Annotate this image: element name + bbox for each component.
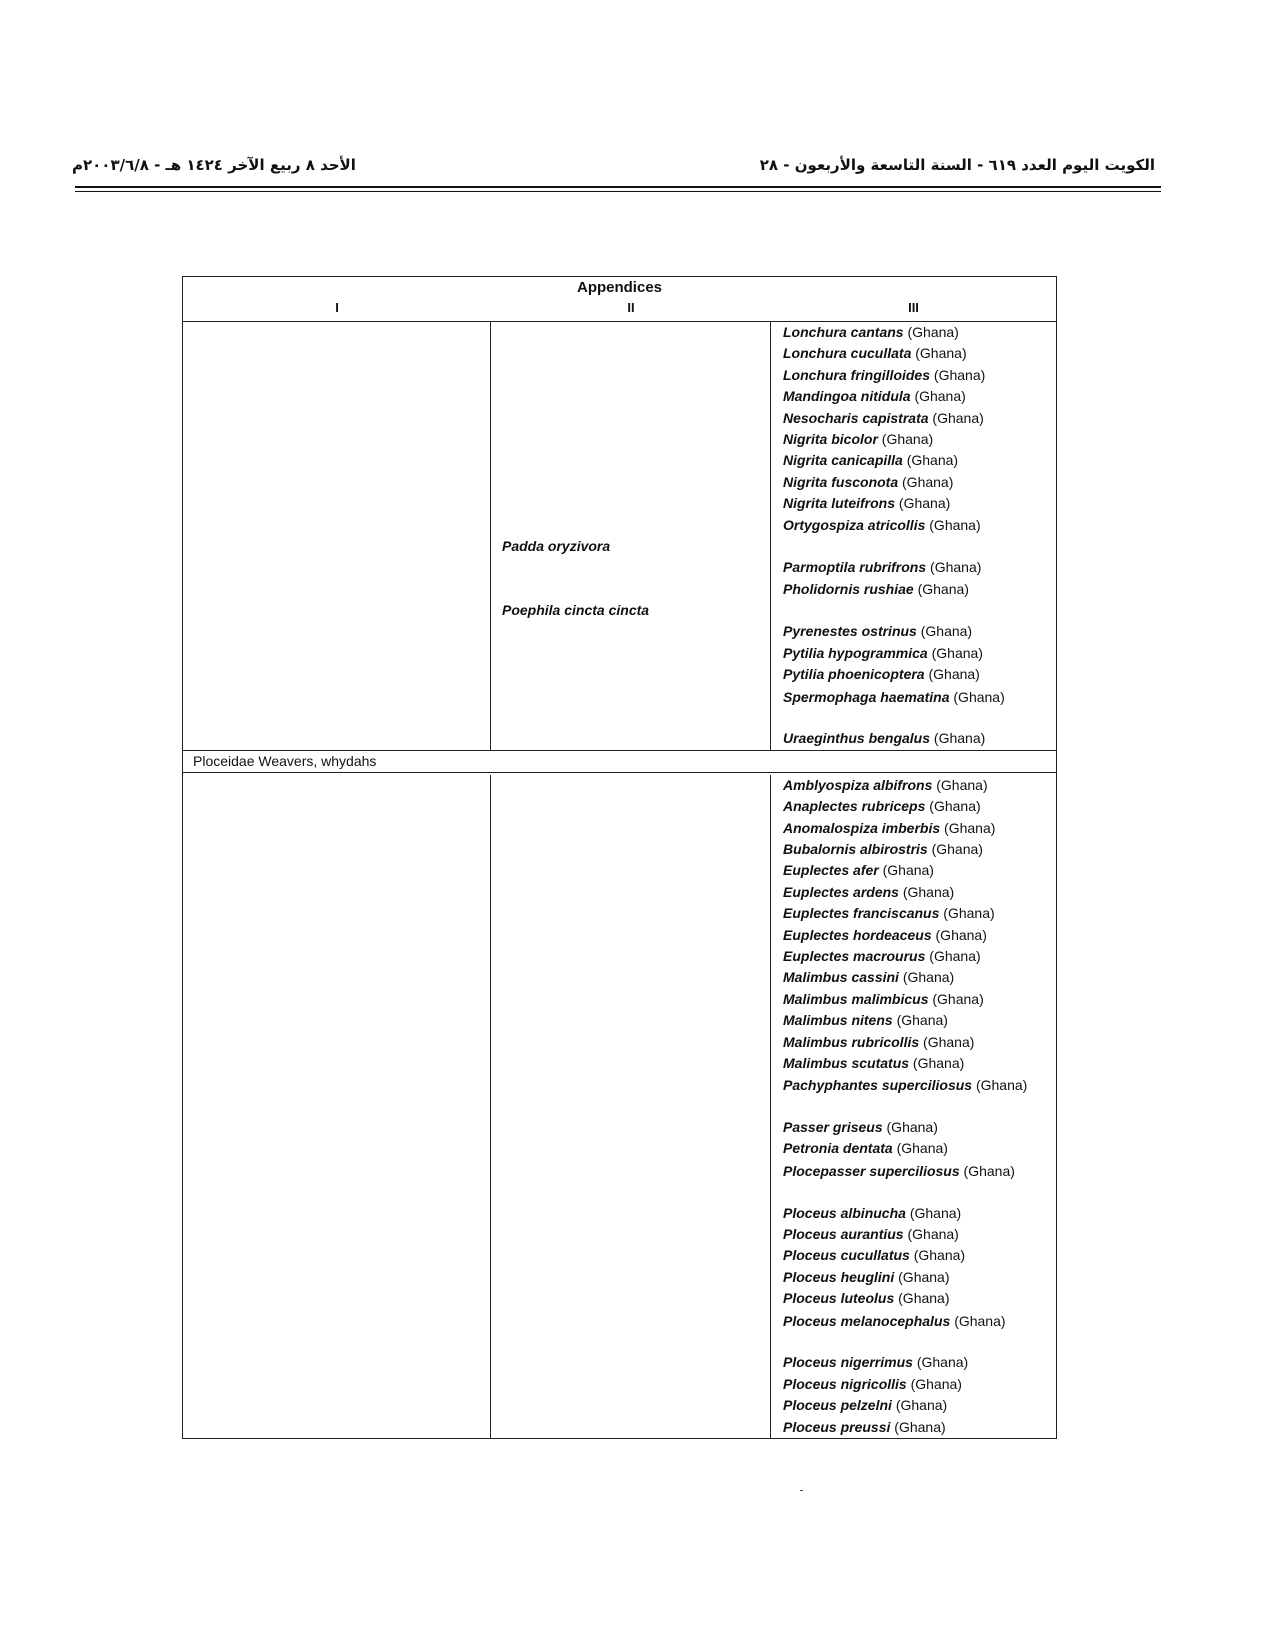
col-ii-line: [491, 728, 770, 749]
species-range: (Ghana): [931, 841, 983, 857]
species-name: Nigrita luteifrons: [783, 495, 896, 512]
species-name: Malimbus malimbicus: [783, 990, 929, 1007]
column-header-iii: III: [908, 300, 919, 315]
section-a-col-iii: [771, 322, 1056, 750]
col-ii-line: [491, 1395, 770, 1416]
species-range: (Ghana): [907, 324, 959, 340]
col-iii-line: [783, 882, 1056, 903]
col-ii-line: [491, 1224, 770, 1245]
species-range: (Ghana): [936, 776, 988, 793]
col-iii-line: [783, 557, 1056, 578]
species-range: (Ghana): [930, 559, 982, 576]
species-range: (Ghana): [914, 388, 966, 405]
col-ii-line: [491, 536, 770, 557]
species-range: (Ghana): [953, 688, 1005, 705]
species-range: (Ghana): [896, 1012, 948, 1029]
species-name: Malimbus nitens: [783, 1012, 893, 1029]
col-iii-line: [783, 343, 1056, 364]
col-iii-line: [783, 1352, 1056, 1373]
col-iii-line: [783, 472, 1056, 493]
species-name: Passer griseus: [783, 1119, 883, 1136]
header-issue-info: الكويت اليوم العدد ٦١٩ - السنة التاسعة والأربعون - ٢٨: [759, 156, 1155, 174]
col-ii-line: [491, 1203, 770, 1224]
col-ii-line: [491, 664, 770, 685]
col-iii-line: [783, 1245, 1056, 1266]
col-ii-line: [491, 472, 770, 493]
species-range: (Ghana): [975, 1077, 1028, 1094]
header-date: الأحد ٨ ربيع الآخر ١٤٢٤ هـ - ٢٠٠٣/٦/٨م: [72, 156, 356, 174]
species-range: (Ghana): [943, 905, 995, 922]
species-range: (Ghana): [920, 623, 973, 640]
col-ii-line: [491, 1032, 770, 1053]
table-title: Appendices: [576, 279, 663, 296]
col-iii-line: [783, 818, 1056, 839]
col-iii-line: [783, 600, 1056, 621]
col-ii-line: [491, 600, 770, 621]
species-name: Nigrita bicolor: [783, 430, 878, 447]
species-name: Poephila cincta cincta: [502, 602, 650, 619]
species-range: (Ghana): [933, 366, 986, 383]
col-iii-line: [783, 1117, 1056, 1138]
col-iii-line: [783, 1267, 1056, 1288]
col-ii-line: [491, 1417, 770, 1438]
col-iii-line: [783, 408, 1056, 429]
col-iii-line: [783, 493, 1056, 514]
species-range: (Ghana): [932, 990, 984, 1007]
col-ii-line: [491, 1010, 770, 1031]
col-iii-line: [783, 839, 1056, 860]
species-range: (Ghana): [913, 1247, 966, 1264]
col-ii-line: [491, 925, 770, 946]
species-range: (Ghana): [929, 947, 981, 964]
scan-speck: [800, 1490, 803, 1491]
section-a-col-ii: [491, 322, 771, 750]
species-range: (Ghana): [886, 1119, 938, 1136]
species-name: Ploceus nigricollis: [783, 1375, 907, 1392]
col-iii-line: [783, 386, 1056, 407]
col-iii-line: [783, 536, 1056, 557]
col-ii-line: [491, 450, 770, 471]
col-ii-line: [491, 429, 770, 450]
col-ii-line: [491, 818, 770, 839]
species-range: (Ghana): [917, 580, 969, 597]
section-b-row: [183, 773, 1056, 1438]
species-name: Malimbus scutatus: [783, 1054, 910, 1071]
col-iii-line: [783, 450, 1056, 471]
species-range: (Ghana): [933, 730, 986, 747]
col-ii-line: [491, 989, 770, 1010]
species-range: (Ghana): [932, 409, 984, 426]
col-ii-line: [491, 365, 770, 386]
col-iii-line: [783, 728, 1056, 749]
species-name: Anomalospiza imberbis: [783, 819, 941, 836]
species-name: Petronia dentata: [783, 1140, 893, 1157]
species-range: (Ghana): [928, 666, 980, 683]
col-iii-line: [783, 796, 1056, 817]
species-name: Ploceus pelzelni: [783, 1397, 892, 1414]
species-range: (Ghana): [894, 1418, 946, 1435]
col-ii-line: [491, 775, 770, 796]
col-ii-line: [491, 1245, 770, 1266]
species-name: Ploceus nigerrimus: [783, 1354, 913, 1371]
species-range: (Ghana): [898, 495, 951, 512]
col-ii-line: [491, 643, 770, 664]
col-iii-line: [783, 967, 1056, 988]
species-range: (Ghana): [907, 1226, 959, 1243]
col-ii-line: [491, 882, 770, 903]
species-range: (Ghana): [931, 644, 983, 661]
species-name: Pytilia phoenicoptera: [783, 666, 925, 683]
col-ii-line: [491, 946, 770, 967]
header-rule: [75, 186, 1161, 188]
col-iii-line: [783, 664, 1056, 685]
species-range: (Ghana): [896, 1140, 948, 1157]
col-iii-line: [783, 946, 1056, 967]
species-name: Lonchura cucullata: [783, 345, 912, 362]
col-ii-line: [491, 386, 770, 407]
species-name: Euplectes franciscanus: [783, 905, 940, 922]
col-ii-line: [491, 579, 770, 600]
family-label: Ploceidae Weavers, whydahs: [183, 750, 1056, 773]
species-range: (Ghana): [882, 862, 934, 879]
species-name: Lonchura cantans: [783, 324, 904, 340]
species-name: Amblyospiza albifrons: [783, 776, 933, 793]
species-range: (Ghana): [906, 452, 959, 469]
col-iii-line: [783, 860, 1056, 881]
species-name: Ploceus albinucha: [783, 1204, 906, 1221]
col-ii-line: [491, 1288, 770, 1309]
species-name: Bubalornis albirostris: [783, 841, 928, 857]
col-iii-line: [783, 1032, 1056, 1053]
col-ii-line: [491, 860, 770, 881]
col-ii-line: [491, 1267, 770, 1288]
species-range: (Ghana): [898, 1268, 950, 1285]
species-range: (Ghana): [910, 1375, 962, 1392]
species-name: Pytilia hypogrammica: [783, 644, 928, 661]
col-ii-line: [491, 1374, 770, 1395]
col-ii-line: [491, 1138, 770, 1159]
col-iii-line: [783, 365, 1056, 386]
col-ii-line: [491, 343, 770, 364]
species-range: (Ghana): [881, 430, 934, 447]
col-iii-line: [783, 1203, 1056, 1224]
species-name: Malimbus cassini: [783, 969, 899, 986]
species-range: (Ghana): [935, 926, 987, 943]
species-name: Pyrenestes ostrinus: [783, 623, 917, 640]
species-range: (Ghana): [902, 473, 954, 490]
column-header-ii: II: [627, 300, 635, 315]
col-ii-line: [491, 557, 770, 578]
col-iii-line: [783, 621, 1056, 642]
species-range: (Ghana): [895, 1397, 948, 1414]
species-name: Pachyphantes superciliosus: [783, 1077, 973, 1094]
col-ii-line: [491, 1074, 770, 1117]
species-name: Euplectes afer: [783, 862, 879, 879]
species-range: (Ghana): [929, 516, 981, 533]
species-range: (Ghana): [902, 883, 955, 900]
col-ii-line: [491, 515, 770, 536]
species-name: Euplectes hordeaceus: [783, 926, 932, 943]
col-ii-line: [491, 1352, 770, 1373]
col-ii-line: [491, 839, 770, 860]
column-header-i: I: [335, 300, 339, 315]
species-name: Spermophaga haematina: [783, 688, 950, 705]
section-a-row: [183, 322, 1056, 750]
col-iii-line: [783, 925, 1056, 946]
species-name: Ploceus melanocephalus: [783, 1312, 951, 1329]
col-iii-line: [783, 775, 1056, 796]
col-iii-line: [783, 1417, 1056, 1438]
col-ii-line: [491, 1117, 770, 1138]
species-name: Ploceus luteolus: [783, 1290, 895, 1307]
col-iii-line: [783, 1010, 1056, 1031]
col-ii-line: [491, 621, 770, 642]
species-name: Ploceus cucullatus: [783, 1247, 910, 1264]
col-iii-line: [783, 1160, 1056, 1203]
species-name: Malimbus rubricollis: [783, 1033, 920, 1050]
col-ii-line: [491, 408, 770, 429]
species-range: (Ghana): [912, 1054, 965, 1071]
species-name: Ploceus aurantius: [783, 1226, 904, 1243]
col-iii-line: [783, 429, 1056, 450]
species-name: Nesocharis capistrata: [783, 409, 929, 426]
col-iii-line: [783, 1310, 1056, 1353]
species-name: Plocepasser superciliosus: [783, 1162, 960, 1179]
col-ii-line: [491, 493, 770, 514]
section-a-col-i: [183, 322, 491, 750]
species-range: (Ghana): [923, 1033, 975, 1050]
species-range: (Ghana): [909, 1204, 962, 1221]
species-name: Ploceus heuglini: [783, 1268, 895, 1285]
species-name: Euplectes ardens: [783, 883, 899, 900]
col-ii-line: [491, 1310, 770, 1353]
col-iii-line: [783, 686, 1056, 729]
species-range: (Ghana): [944, 819, 996, 836]
section-b-col-i: [183, 775, 491, 1438]
species-name: Nigrita fusconota: [783, 473, 899, 490]
col-iii-line: [783, 515, 1056, 536]
col-ii-line: [491, 1053, 770, 1074]
species-name: Mandingoa nitidula: [783, 388, 911, 405]
species-range: (Ghana): [954, 1312, 1006, 1329]
species-range: (Ghana): [902, 969, 955, 986]
col-iii-line: [783, 1374, 1056, 1395]
col-iii-line: [783, 1074, 1056, 1117]
species-name: Ploceus preussi: [783, 1418, 891, 1435]
species-name: Lonchura fringilloides: [783, 366, 931, 383]
species-name: Anaplectes rubriceps: [783, 798, 926, 815]
col-iii-line: [783, 1138, 1056, 1159]
col-ii-line: [491, 1160, 770, 1203]
species-range: (Ghana): [915, 345, 967, 362]
species-range: (Ghana): [963, 1162, 1015, 1179]
col-ii-line: [491, 686, 770, 729]
col-iii-line: [783, 643, 1056, 664]
species-name: Nigrita canicapilla: [783, 452, 903, 469]
col-ii-line: [491, 903, 770, 924]
species-name: Ortygospiza atricollis: [783, 516, 926, 533]
species-name: Pholidornis rushiae: [783, 580, 914, 597]
species-name: Euplectes macrourus: [783, 947, 926, 964]
col-iii-line: [783, 1288, 1056, 1309]
col-iii-line: [783, 322, 1056, 343]
col-ii-line: [491, 967, 770, 988]
col-iii-line: [783, 579, 1056, 600]
section-b-col-ii: [491, 775, 771, 1438]
col-ii-line: [491, 322, 770, 343]
appendices-table: [182, 276, 1057, 1439]
species-name: Parmoptila rubrifrons: [783, 559, 927, 576]
table-header: [183, 277, 1056, 322]
species-name: Uraeginthus bengalus: [783, 730, 931, 747]
header-rule-thin: [75, 191, 1161, 192]
species-range: (Ghana): [929, 798, 981, 815]
species-range: (Ghana): [898, 1290, 950, 1307]
species-range: (Ghana): [916, 1354, 969, 1371]
col-ii-line: [491, 796, 770, 817]
section-b-col-iii: [771, 775, 1056, 1438]
col-iii-line: [783, 903, 1056, 924]
col-iii-line: [783, 989, 1056, 1010]
col-iii-line: [783, 1395, 1056, 1416]
col-iii-line: [783, 1053, 1056, 1074]
species-name: Padda oryzivora: [502, 537, 611, 554]
col-iii-line: [783, 1224, 1056, 1245]
